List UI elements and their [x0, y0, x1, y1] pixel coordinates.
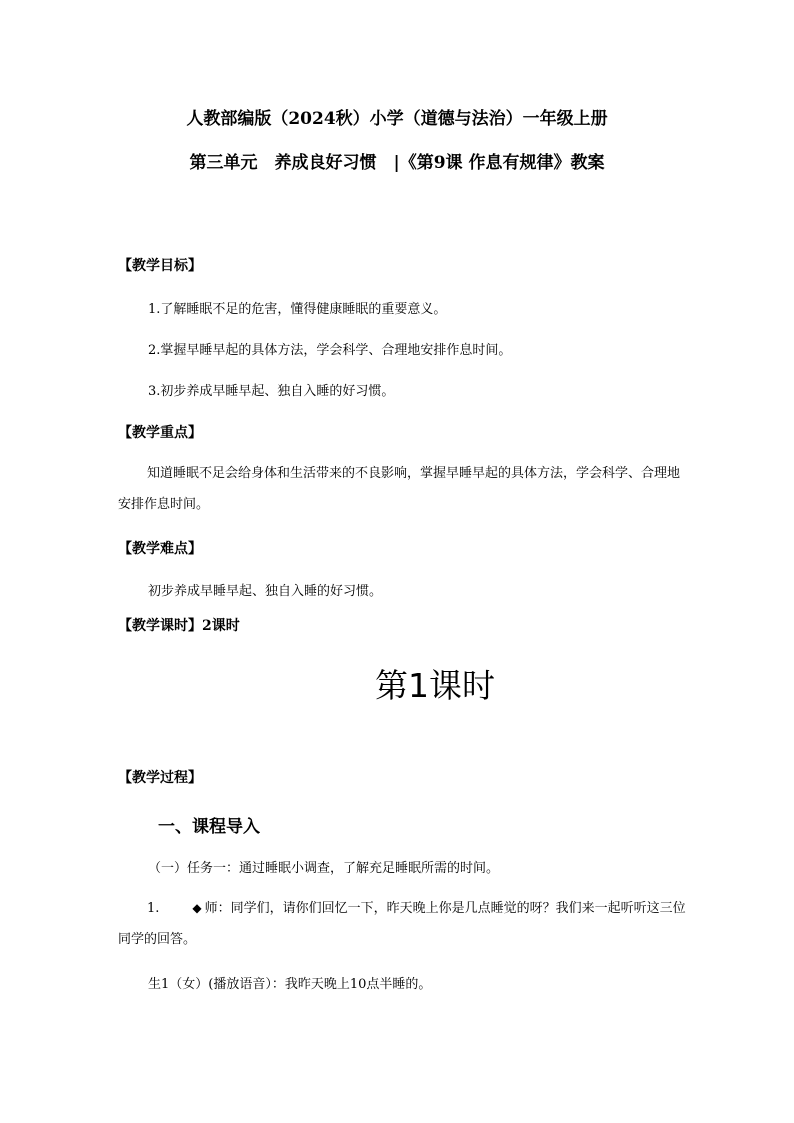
document-title-line-2: 第三单元 养成良好习惯 |《第9课 作息有规律》教案	[189, 153, 605, 173]
teacher-question-text: 师：同学们，请你们回忆一下，昨天晚上你是几点睡觉的呀？我们来一起听听这三位同学的回答。	[118, 901, 686, 947]
difficulties-text: 初步养成早睡早起、独自入睡的好习惯。	[148, 584, 383, 599]
objective-item-1: 1.了解睡眠不足的危害，懂得健康睡眠的重要意义。	[148, 302, 447, 317]
lesson-title: 第1课时	[375, 666, 495, 705]
section-course-intro: 一、课程导入	[158, 817, 260, 837]
objectives-heading: 【教学目标】	[118, 258, 202, 274]
objective-item-2: 2.掌握早睡早起的具体方法，学会科学、合理地安排作息时间。	[148, 343, 512, 358]
student-answer-1: 生1（女）(播放语音）：我昨天晚上10点半睡的。	[148, 977, 432, 992]
difficulties-heading: 【教学难点】	[118, 541, 202, 557]
document-title-line-1: 人教部编版（2024秋）小学（道德与法治）一年级上册	[186, 109, 608, 129]
objective-item-3: 3.初步养成早睡早起、独自入睡的好习惯。	[148, 384, 395, 399]
diamond-bullet-icon: ◆	[192, 901, 202, 915]
periods-line: 【教学课时】2课时	[118, 618, 240, 634]
key-points-text: 知道睡眠不足会给身体和生活带来的不良影响，掌握早睡早起的具体方法，学会科学、合理地安排作息时间。	[118, 466, 681, 512]
task-1-line: （一）任务一：通过睡眠小调查，了解充足睡眠所需的时间。	[148, 861, 500, 876]
key-points-heading: 【教学重点】	[118, 425, 202, 441]
question-number: 1.	[147, 901, 160, 916]
process-heading: 【教学过程】	[118, 770, 202, 786]
teacher-question-paragraph	[118, 893, 688, 955]
